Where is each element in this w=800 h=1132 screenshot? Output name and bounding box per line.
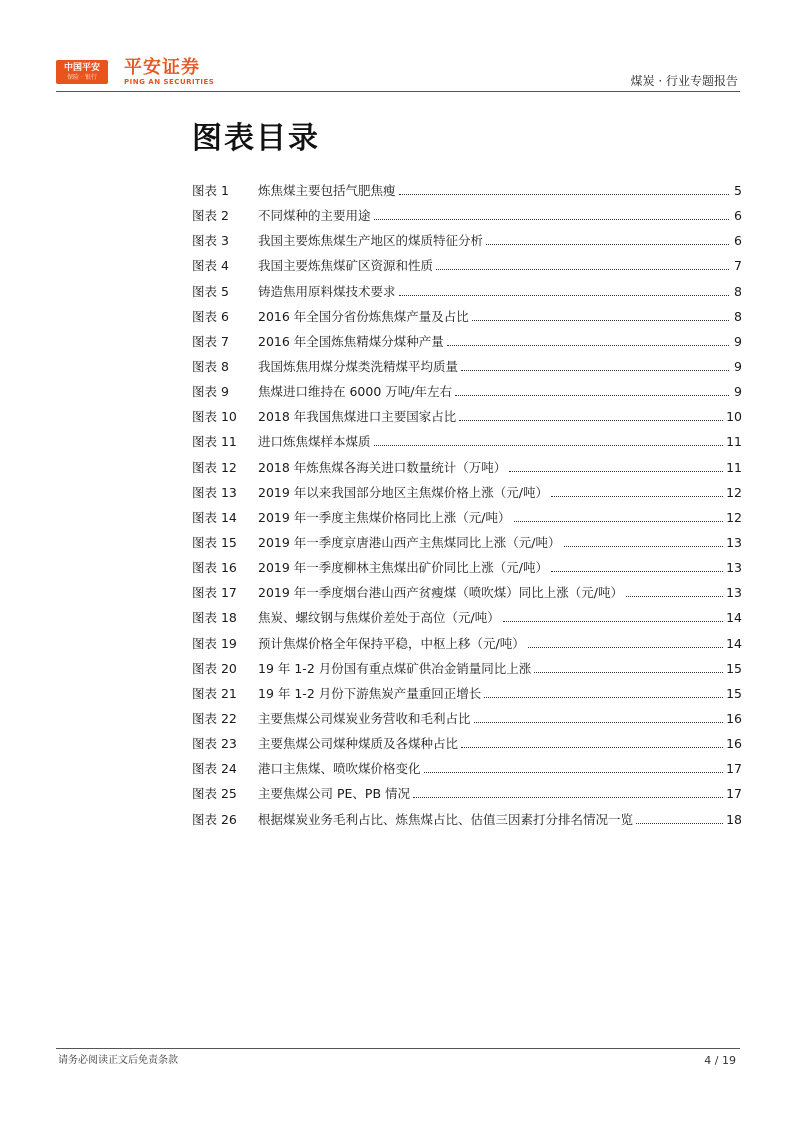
toc-dot-leader bbox=[626, 596, 723, 597]
toc-entry-page: 8 bbox=[734, 308, 742, 324]
brand-name: 平安证券 bbox=[124, 57, 200, 78]
toc-entry-label: 图表 11 bbox=[192, 434, 237, 450]
toc-entry-page: 15 bbox=[726, 660, 742, 676]
toc-entry-page: 6 bbox=[734, 233, 742, 249]
toc-entry-page: 11 bbox=[726, 459, 742, 475]
toc-entry-title: 我国主要炼焦煤生产地区的煤质特征分析 bbox=[258, 233, 484, 249]
toc-entry-label: 图表 18 bbox=[192, 610, 237, 626]
footer-disclaimer: 请务必阅读正文后免责条款 bbox=[58, 1055, 178, 1066]
toc-dot-leader bbox=[447, 345, 729, 346]
toc-dot-leader bbox=[472, 320, 729, 321]
toc-entry-page: 9 bbox=[734, 358, 742, 374]
toc-entry[interactable] bbox=[192, 706, 742, 731]
toc-entry-page: 17 bbox=[726, 761, 742, 777]
toc-entry[interactable] bbox=[192, 656, 742, 681]
toc-entry-label: 图表 15 bbox=[192, 534, 237, 550]
toc-entry-label: 图表 8 bbox=[192, 358, 229, 374]
toc-entry-label: 图表 14 bbox=[192, 509, 237, 525]
logo-badge-text: 中国平安 bbox=[63, 63, 100, 73]
toc-entry[interactable] bbox=[192, 580, 742, 605]
toc-entry[interactable] bbox=[192, 253, 742, 278]
toc-entry-label: 图表 23 bbox=[192, 736, 237, 752]
toc-entry-page: 7 bbox=[734, 258, 742, 274]
toc-dot-leader bbox=[509, 471, 723, 472]
toc-dot-leader bbox=[551, 496, 723, 497]
toc-entry-page: 14 bbox=[726, 610, 742, 626]
logo-badge-sub: 保险 · 银行 bbox=[67, 74, 97, 81]
toc-entry[interactable] bbox=[192, 178, 742, 203]
toc-entry-title: 2019 年以来我国部分地区主焦煤价格上涨（元/吨） bbox=[258, 484, 548, 500]
figure-toc-list bbox=[192, 178, 742, 832]
toc-entry[interactable] bbox=[192, 379, 742, 404]
toc-entry-title: 我国炼焦用煤分煤类洗精煤平均质量 bbox=[258, 358, 459, 374]
toc-dot-leader bbox=[459, 420, 723, 421]
toc-entry-page: 16 bbox=[726, 710, 742, 726]
toc-entry-page: 14 bbox=[726, 635, 742, 651]
toc-entry-title: 19 年 1-2 月份国有重点煤矿供冶金销量同比上涨 bbox=[258, 660, 532, 676]
toc-entry[interactable] bbox=[192, 756, 742, 781]
toc-entry-title: 炼焦煤主要包括气肥焦瘦 bbox=[258, 183, 396, 198]
toc-entry-title: 根据煤炭业务毛利占比、炼焦煤占比、估值三因素打分排名情况一览 bbox=[258, 811, 634, 827]
toc-entry-label: 图表 3 bbox=[192, 233, 229, 249]
toc-entry[interactable] bbox=[192, 807, 742, 832]
toc-entry-page: 5 bbox=[734, 183, 742, 198]
toc-entry-page: 10 bbox=[726, 409, 742, 425]
toc-entry-page: 13 bbox=[726, 560, 742, 576]
toc-entry[interactable] bbox=[192, 429, 742, 454]
page-header bbox=[0, 0, 800, 92]
toc-entry-label: 图表 1 bbox=[192, 183, 229, 198]
footer-divider bbox=[56, 1048, 740, 1049]
toc-entry[interactable] bbox=[192, 404, 742, 429]
toc-dot-leader bbox=[514, 521, 724, 522]
toc-entry-title: 我国主要炼焦煤矿区资源和性质 bbox=[258, 258, 434, 274]
ping-an-logo-icon bbox=[56, 60, 108, 84]
report-type: 煤炭 · 行业专题报告 bbox=[630, 74, 738, 88]
toc-entry-title: 2016 年全国分省份炼焦煤产量及占比 bbox=[258, 308, 469, 324]
toc-entry-label: 图表 12 bbox=[192, 459, 237, 475]
toc-entry-page: 9 bbox=[734, 384, 742, 400]
toc-dot-leader bbox=[528, 647, 723, 648]
toc-entry[interactable] bbox=[192, 354, 742, 379]
toc-entry-label: 图表 6 bbox=[192, 308, 229, 324]
toc-entry[interactable] bbox=[192, 455, 742, 480]
toc-entry[interactable] bbox=[192, 329, 742, 354]
toc-dot-leader bbox=[374, 219, 729, 220]
toc-dot-leader bbox=[636, 823, 723, 824]
toc-entry-page: 18 bbox=[726, 811, 742, 827]
toc-entry-title: 主要焦煤公司煤种煤质及各煤种占比 bbox=[258, 736, 459, 752]
toc-entry-label: 图表 4 bbox=[192, 258, 229, 274]
toc-dot-leader bbox=[461, 370, 729, 371]
toc-entry-page: 9 bbox=[734, 333, 742, 349]
toc-entry-label: 图表 16 bbox=[192, 560, 237, 576]
toc-dot-leader bbox=[486, 244, 729, 245]
toc-entry-title: 2018 年我国焦煤进口主要国家占比 bbox=[258, 409, 457, 425]
toc-entry-title: 焦煤进口维持在 6000 万吨/年左右 bbox=[258, 384, 452, 400]
toc-entry-label: 图表 19 bbox=[192, 635, 237, 651]
toc-entry-page: 11 bbox=[726, 434, 742, 450]
toc-entry-page: 6 bbox=[734, 208, 742, 224]
toc-dot-leader bbox=[424, 772, 724, 773]
page-number: 4 / 19 bbox=[704, 1054, 736, 1067]
toc-entry-page: 16 bbox=[726, 736, 742, 752]
toc-dot-leader bbox=[551, 571, 723, 572]
toc-entry-label: 图表 20 bbox=[192, 660, 237, 676]
toc-entry-title: 19 年 1-2 月份下游焦炭产量重回正增长 bbox=[258, 685, 482, 701]
toc-entry-title: 焦炭、螺纹钢与焦煤价差处于高位（元/吨） bbox=[258, 610, 500, 626]
toc-entry-title: 2019 年一季度主焦煤价格同比上涨（元/吨） bbox=[258, 509, 511, 525]
toc-entry[interactable] bbox=[192, 731, 742, 756]
page-title: 图表目录 bbox=[192, 121, 320, 156]
toc-dot-leader bbox=[399, 295, 729, 296]
toc-entry-page: 17 bbox=[726, 786, 742, 802]
toc-dot-leader bbox=[503, 621, 723, 622]
toc-entry[interactable] bbox=[192, 228, 742, 253]
toc-dot-leader bbox=[436, 269, 729, 270]
toc-entry-label: 图表 17 bbox=[192, 585, 237, 601]
toc-entry-title: 进口炼焦煤样本煤质 bbox=[258, 434, 371, 450]
toc-entry[interactable] bbox=[192, 530, 742, 555]
toc-entry-title: 港口主焦煤、喷吹煤价格变化 bbox=[258, 761, 421, 777]
toc-dot-leader bbox=[455, 395, 729, 396]
toc-entry[interactable] bbox=[192, 480, 742, 505]
toc-entry-label: 图表 2 bbox=[192, 208, 229, 224]
toc-entry-label: 图表 10 bbox=[192, 409, 237, 425]
toc-entry-title: 不同煤种的主要用途 bbox=[258, 208, 371, 224]
toc-entry-page: 13 bbox=[726, 534, 742, 550]
toc-dot-leader bbox=[461, 747, 723, 748]
toc-entry[interactable] bbox=[192, 304, 742, 329]
toc-entry[interactable] bbox=[192, 681, 742, 706]
toc-entry-label: 图表 21 bbox=[192, 685, 237, 701]
toc-entry[interactable] bbox=[192, 555, 742, 580]
toc-entry-title: 2019 年一季度京唐港山西产主焦煤同比上涨（元/吨） bbox=[258, 534, 561, 550]
toc-dot-leader bbox=[534, 672, 723, 673]
toc-entry-page: 8 bbox=[734, 283, 742, 299]
toc-entry-label: 图表 7 bbox=[192, 333, 229, 349]
toc-entry-title: 2019 年一季度柳林主焦煤出矿价同比上涨（元/吨） bbox=[258, 560, 548, 576]
toc-entry-page: 13 bbox=[726, 585, 742, 601]
brand-name-en: PING AN SECURITIES bbox=[124, 78, 215, 86]
toc-entry[interactable] bbox=[192, 605, 742, 630]
toc-entry-title: 2016 年全国炼焦精煤分煤种产量 bbox=[258, 333, 444, 349]
toc-entry-title: 预计焦煤价格全年保持平稳，中枢上移（元/吨） bbox=[258, 635, 525, 651]
toc-dot-leader bbox=[564, 546, 724, 547]
toc-dot-leader bbox=[413, 797, 723, 798]
toc-dot-leader bbox=[374, 445, 724, 446]
toc-entry[interactable] bbox=[192, 631, 742, 656]
toc-entry-label: 图表 9 bbox=[192, 384, 229, 400]
toc-entry-label: 图表 22 bbox=[192, 710, 237, 726]
toc-entry-label: 图表 25 bbox=[192, 786, 237, 802]
toc-entry-page: 15 bbox=[726, 685, 742, 701]
toc-entry[interactable] bbox=[192, 505, 742, 530]
toc-entry-title: 主要焦煤公司 PE、PB 情况 bbox=[258, 786, 410, 802]
toc-entry-label: 图表 13 bbox=[192, 484, 237, 500]
toc-entry-title: 2018 年炼焦煤各海关进口数量统计（万吨） bbox=[258, 459, 507, 475]
toc-entry-page: 12 bbox=[726, 509, 742, 525]
toc-entry-label: 图表 26 bbox=[192, 811, 237, 827]
toc-entry-title: 主要焦煤公司煤炭业务营收和毛利占比 bbox=[258, 710, 471, 726]
toc-entry-label: 图表 5 bbox=[192, 283, 229, 299]
toc-dot-leader bbox=[474, 722, 724, 723]
toc-entry[interactable] bbox=[192, 781, 742, 806]
toc-dot-leader bbox=[484, 697, 723, 698]
toc-entry-label: 图表 24 bbox=[192, 761, 237, 777]
toc-entry[interactable] bbox=[192, 203, 742, 228]
toc-dot-leader bbox=[399, 194, 729, 195]
toc-entry-title: 2019 年一季度烟台港山西产贫瘦煤（喷吹煤）同比上涨（元/吨） bbox=[258, 585, 623, 601]
toc-entry-page: 12 bbox=[726, 484, 742, 500]
toc-entry[interactable] bbox=[192, 279, 742, 304]
toc-entry-title: 铸造焦用原料煤技术要求 bbox=[258, 283, 396, 299]
header-divider bbox=[56, 91, 740, 92]
